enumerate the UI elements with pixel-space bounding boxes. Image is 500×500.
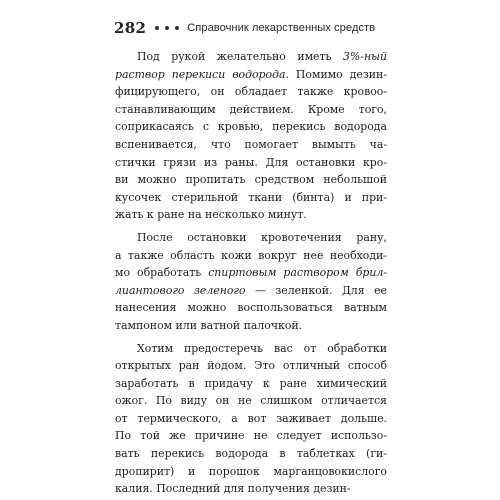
text-run: мо обработать [115,266,209,280]
text-run: кусочек стерильной ткани (бинта) и при- [115,190,387,204]
text-run: После остановки кровотечения рану, [137,230,387,244]
text-line [115,206,387,224]
paragraph [115,340,387,498]
text-line [115,247,387,265]
text-line [115,171,387,189]
text-line [115,317,387,335]
page-number: 282 [114,19,147,37]
text-line [115,357,387,375]
text-run: от термического, а вот заживает дольше. [115,411,387,425]
text-line [115,229,387,247]
running-head [114,18,375,38]
text-run: фицирующего, он обладает также кровоо- [115,85,387,99]
text-line [115,118,387,136]
text-run: . Помимо дезин- [285,67,387,81]
text-line [115,136,387,154]
text-run: станавливающим действием. Кроме того, [115,102,387,116]
text-run: стички грязи из раны. Для остановки кро- [115,155,387,169]
text-line [115,101,387,119]
italic-text: спиртовым раствором брил- [208,266,387,280]
text-run: Под рукой желательно иметь [137,50,343,63]
text-run: ожог. По виду он не слишком отличается [115,394,387,408]
text-line [115,282,387,300]
text-run: — зеленкой. Для ее [245,283,387,297]
text-run: дропирит) и порошок марганцовокислого [115,464,387,478]
text-run: тампоном или ватной палочкой. [115,318,303,332]
text-line [115,154,387,172]
text-line [115,299,387,317]
italic-text: 3%-ный [342,50,387,63]
text-line [115,410,387,428]
text-line [115,427,387,445]
text-line [115,480,387,498]
text-line [115,392,387,410]
text-line [115,375,387,393]
text-run: вспенивается, что помогает вымыть ча- [115,137,387,151]
text-line [115,463,387,481]
italic-text: лиантового зеленого [115,283,246,297]
text-run: ви можно пропитать средством небольшой [115,173,387,187]
text-line [115,264,387,282]
text-line [115,340,387,358]
text-run: соприкасаясь с кровью, перекись водорода [115,120,387,134]
text-run: открытых ран йодом. Это отличный способ [115,359,387,373]
text-line [115,189,387,207]
text-run: Хотим предостеречь вас от обработки [137,341,387,355]
text-line [115,48,387,66]
italic-text: раствор перекиси водорода [115,67,286,81]
text-line [115,66,387,84]
text-run: нанесения можно воспользоваться ватным [115,301,387,315]
text-run: заработать в придачу к ране химический [115,376,387,390]
text-run: а также область кожи вокруг нее необходи- [115,248,387,262]
text-line [115,83,387,101]
bullet-dots-icon [155,26,179,30]
paragraph [115,229,387,335]
text-run: вать перекись водорода в таблетках (ги- [115,447,387,461]
text-line [115,445,387,463]
body-text [115,48,387,498]
text-run: жать к ране на несколько минут. [115,208,307,222]
text-run: калия. Последний для получения дезин- [115,482,351,496]
paragraph [115,48,387,224]
book-title: Справочник лекарственных средств [187,22,376,34]
text-run: По той же причине не следует использо- [115,429,387,443]
